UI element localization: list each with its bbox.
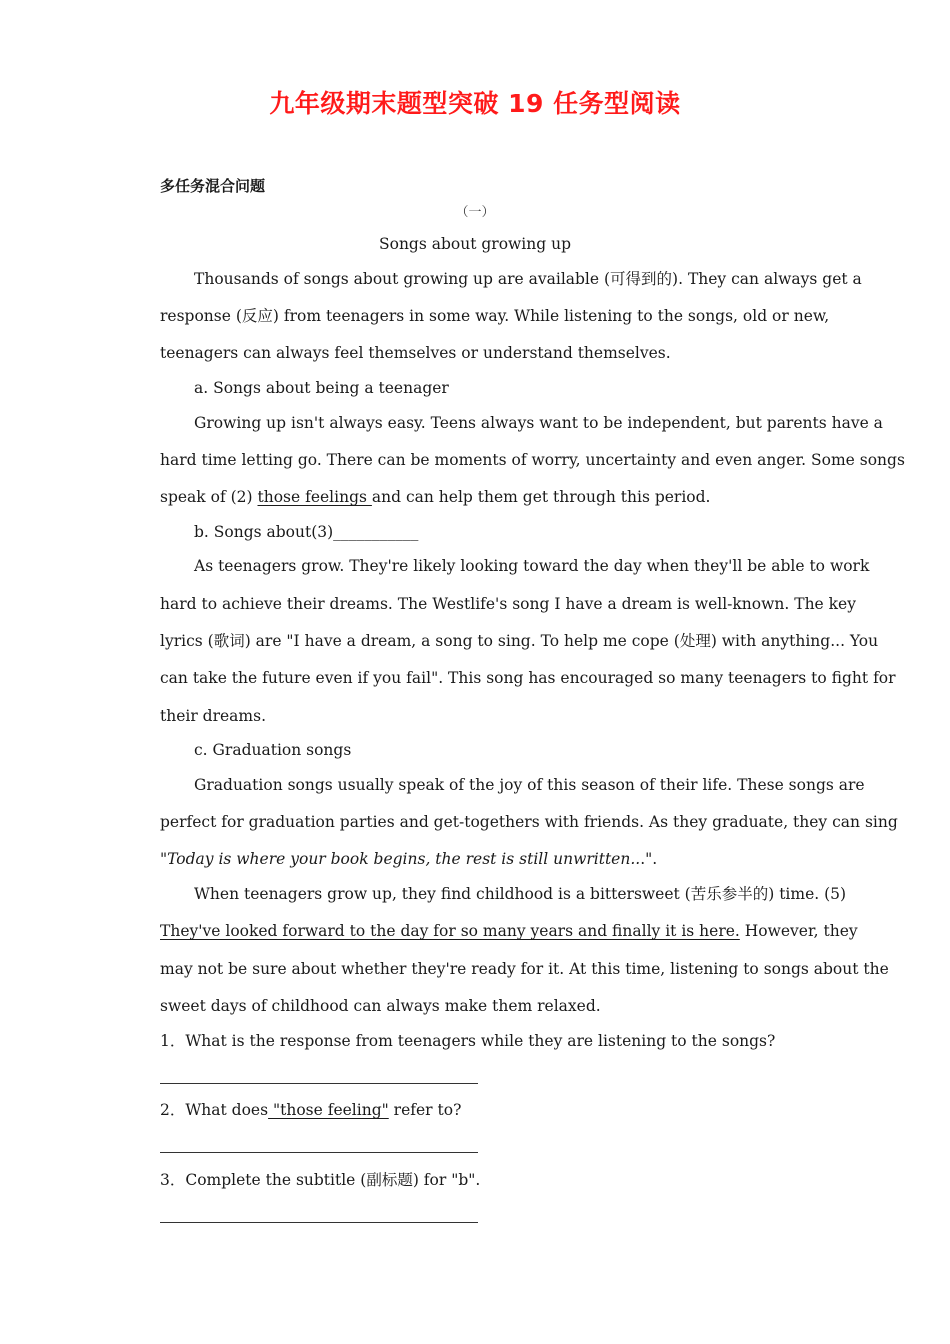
paragraph-4-line-1: Graduation songs usually speak of the joy of this season of their life. These songs are (194, 776, 865, 794)
part-label: （一） (455, 205, 495, 220)
underlined-sentence-5: They've looked forward to the day for so many years and finally it is here. (160, 922, 740, 940)
paragraph-3-line-4: can take the future even if you fail". This song has encouraged so many teenagers to fight for (160, 669, 896, 687)
section-heading: 多任务混合问题 (160, 177, 266, 195)
answer-line-1[interactable] (160, 1083, 478, 1084)
answer-line-3[interactable] (160, 1222, 478, 1223)
paragraph-5-line-2-suffix: However, they (739, 922, 858, 940)
paragraph-5-line-2 (160, 921, 858, 941)
subtitle-c: c. Graduation songs (194, 741, 352, 759)
paragraph-5-line-4: sweet days of childhood can always make them relaxed. (160, 997, 601, 1015)
passage-title: Songs about growing up (379, 235, 571, 253)
question-2-suffix: refer to? (388, 1101, 462, 1119)
question-2-underlined-phrase: "those feeling" (268, 1101, 389, 1119)
subtitle-b: b. Songs about(3)___________ (194, 523, 419, 541)
question-2-prefix: 2．What does (160, 1101, 269, 1119)
paragraph-2-line-3-suffix: and can help them get through this period. (371, 488, 711, 506)
question-2 (160, 1100, 461, 1120)
song-lyric-quote: Today is where your book begins, the rest is still unwritten.. (167, 850, 641, 868)
paragraph-1-line-3: teenagers can always feel themselves or understand themselves. (160, 344, 671, 362)
paragraph-1-line-1: Thousands of songs about growing up are available (可得到的). They can always get a (194, 270, 862, 288)
underlined-those-feelings: those feelings (257, 488, 372, 506)
paragraph-3-line-3: lyrics (歌词) are "I have a dream, a song to sing. To help me cope (处理) with anything... You (160, 632, 879, 650)
subtitle-a: a. Songs about being a teenager (194, 379, 449, 397)
answer-line-2[interactable] (160, 1152, 478, 1153)
paragraph-3-line-2: hard to achieve their dreams. The Westlife's song I have a dream is well-known. The key (160, 595, 856, 613)
paragraph-2-line-2: hard time letting go. There can be moments of worry, uncertainty and even anger. Some songs (160, 451, 905, 469)
paragraph-4-line-2: perfect for graduation parties and get-togethers with friends. As they graduate, they can sing (160, 813, 898, 831)
question-1: 1．What is the response from teenagers while they are listening to the songs? (160, 1032, 776, 1050)
paragraph-2-line-3 (160, 487, 710, 507)
paragraph-4-line-3-close: .". (640, 850, 658, 868)
page-title: 九年级期末题型突破 19 任务型阅读 (269, 89, 681, 118)
paragraph-3-line-1: As teenagers grow. They're likely looking toward the day when they'll be able to work (194, 557, 870, 575)
paragraph-4-line-3-open-quote: " (160, 850, 168, 868)
paragraph-3-line-5: their dreams. (160, 707, 267, 725)
paragraph-5-line-3: may not be sure about whether they're ready for it. At this time, listening to songs about the (160, 960, 889, 978)
paragraph-5-line-1: When teenagers grow up, they find childhood is a bittersweet (苦乐参半的) time. (5) (194, 885, 847, 903)
question-3: 3．Complete the subtitle (副标题) for "b". (160, 1171, 481, 1189)
paragraph-4-line-3 (160, 849, 657, 869)
paragraph-2-line-3-prefix: speak of (2) (160, 488, 258, 506)
paragraph-2-line-1: Growing up isn't always easy. Teens always want to be independent, but parents have a (194, 414, 883, 432)
paragraph-1-line-2: response (反应) from teenagers in some way. While listening to the songs, old or new, (160, 307, 830, 325)
